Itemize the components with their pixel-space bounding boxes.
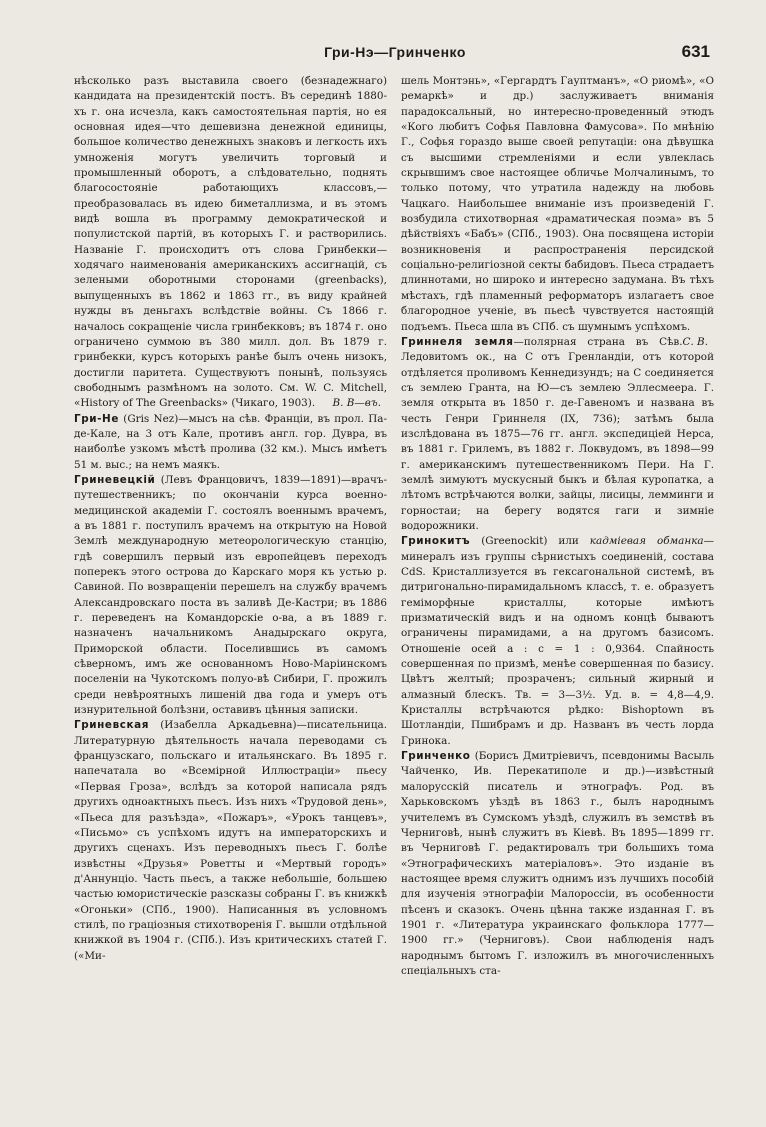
entry-gris-nez [74,412,387,473]
right-column [401,74,714,1110]
entry-headword: Гриневецкій [74,473,156,486]
page-header [80,44,710,70]
entry-text: нѣсколько разъ выставила своего (безнадежнаго) кандидата на президентскій постъ. Въ серединѣ 1880-хъ г. она исчезла, какъ самостоятельная партія, но ея основная идея—что дешевизна денежной единицы, большое количество денежныхъ знаковъ и легкость ихъ умноженія могутъ увеличить торговый и промышленный оборотъ, а слѣдовательно, поднять благосостояніе работающихъ классовъ,—преобразовалась въ идею биметаллизма, и въ этомъ видѣ вошла въ программу демократической и популистской партій, въ которыхъ Г. и растворились. Названіе Г. происходитъ отъ слова Гринбекки—ходячаго наименованія американскихъ ассигнацій, съ зелеными оборотными сторонами (greenbacks), выпущенныхъ въ 1862 и 1863 гг., въ виду крайней нужды въ деньгахъ вслѣдствіе войны. Съ 1866 г. началось сокращеніе числа гринбекковъ; въ 1874 г. оно ограничено суммою въ 380 милл. дол. Въ 1879 г. гринбекки, курсъ которыхъ ранѣе былъ очень низокъ, достигли паритета. Существуютъ понынѣ, пользуясь свободнымъ размѣномъ на золото. См. W. C. Mitchell, «History of The Greenbacks» (Чикаго, 1903). [74,75,387,410]
author-signature: С. В. [682,335,708,348]
entry-grinevetsky [74,473,387,719]
entry-text: (Левъ Францовичъ, 1839—1891)—врачъ-путешественникъ; по окончаніи курса военно-медицинской академіи Г. состоялъ военнымъ врачемъ, а въ 1881 г. поступилъ врачемъ на открытую на Новой Землѣ международную метеорологическую станцію, гдѣ совершилъ первый изъ европейцевъ переходъ поперекъ этого острова до Карскаго моря къ устью р. Савиной. По возвращеніи перешелъ на службу врачемъ Александровскаго поста въ заливѣ Де-Кастри; въ 1886 г. переведенъ на Командорскіе о-ва, а въ 1889 г. назначенъ начальникомъ Анадырскаго округа, Приморской области. Поселившись въ самомъ сѣверномъ, имъ же основанномъ Ново-Маріинскомъ поселеніи на Чукотскомъ полуо-вѣ Сибири, Г. прожилъ среди невѣроятныхъ лишеній два года и умеръ отъ изнурительной болѣзни, оставивъ цѣнныя записки. [74,473,387,717]
entry-text: —минералъ изъ группы сѣрнистыхъ соединеній, состава CdS. Кристаллизуется въ гексагональной системѣ, въ дитригонально-пирамидальномъ классѣ, т. е. образуетъ геміморфные кристаллы, которые имѣютъ призматическій видъ и на одномъ концѣ бываютъ ограничены пирамидами, а на другомъ базисомъ. Отношеніе осей a : c = 1 : 0,9364. Спайность совершенная по призмѣ, менѣе совершенная по базису. Цвѣтъ желтый; прозраченъ; сильный жирный и алмазный блескъ. Тв. = 3—3½. Уд. в. = 4,8—4,9. Кристаллы встрѣчаются рѣдко: Bishoptown въ Шотландіи, Пшибрамъ и др. Названъ въ честь лорда Гринока. [401,535,714,747]
entry-headword: Гри-Не [74,412,119,425]
entry-italic-term: кадміевая обманка [589,535,704,548]
continued-entry-greenbackers [74,74,387,412]
author-signature: В. В—въ. [332,397,381,410]
entry-text: шель Монтэнь», «Гергардтъ Гауптманъ», «О риомѣ», «О ремаркѣ» и др.) заслуживаетъ вниманія парадоксальный, но интересно-проведенный этюдъ «Кого любитъ Софья Павловна Фамусова». По мнѣнію Г., Софья гораздо выше своей репутаціи: она дѣвушка съ высшими стремленіями и если увлеклась скрывшимъ свое настоящее обличье Молчалинымъ, то только потому, что утратила надежду на любовь Чацкаго. Наибольшее вниманіе изъ произведеній Г. возбудила стихотворная «драматическая поэма» въ 5 дѣйствіяхъ «Бабъ» (СПб., 1903). Она посвящена исторіи возникновенія и распространенія персидской соціально-религіозной секты бабидовъ. Пьеса страдаетъ длиннотами, но широко и интересно задумана. Въ тѣхъ мѣстахъ, гдѣ пламенный реформаторъ излагаетъ свое благородное ученіе, въ пьесѣ чувствуется настоящій подъемъ. Пьеса шла въ СПб. съ шумнымъ успѣхомъ. [401,75,714,333]
text-columns [74,74,714,1114]
entry-text: (Greenockit) или [470,535,590,548]
running-head: Гри-Нэ—Гринченко [324,44,466,60]
entry-text: —полярная страна въ Сѣв. Ледовитомъ ок., на С отъ Гренландіи, отъ которой отдѣляется проливомъ Кеннедизундъ; на С соединяется съ землею Гранта, на Ю—съ землею Эллесмеера. Г. земля открыта въ 1850 г. де-Гавеномъ и названа въ честь Генри Гриннеля (IX, 736); затѣмъ была изслѣдована въ 1875—76 гг. англ. экспедиціей Нерса, въ 1881 г. Грилемъ, въ 1882 г. Локвудомъ, въ 1898—99 г. американскимъ путешественникомъ Пери. На Г. землѣ зимуютъ мускусный быкъ и бѣлая куропатка, а лѣтомъ встрѣчаются волки, зайцы, лисицы, лемминги и горностаи; на берегу водятся гаги и зимніе водорожники. [401,335,714,532]
entry-headword: Гринокитъ [401,535,471,548]
entry-grinnell-land [401,335,714,534]
entry-headword: Гриннеля земля [401,335,514,348]
entry-headword: Гриневская [74,719,150,732]
entry-text: (Gris Nez)—мысъ на сѣв. Франціи, въ прол. Па-де-Кале, на 3 отъ Кале, противъ англ. гор. Дувра, въ наиболѣе узкомъ мѣстѣ пролива (32 км.). Мысъ имѣетъ 51 м. выс.; на немъ маякъ. [74,412,387,471]
left-column [74,74,387,1110]
page-number: 631 [681,42,710,61]
entry-text: (Изабелла Аркадьевна)—писательница. Литературную дѣятельность начала переводами съ французскаго, польскаго и итальянскаго. Въ 1895 г. напечатала во «Всемірной Иллюстраціи» пьесу «Первая Гроза», вслѣдъ за которой написала рядъ другихъ одноактныхъ пьесъ. Изъ нихъ «Трудовой день», «Пьеса для разъѣзда», «Пожаръ», «Урокъ танцевъ», «Письмо» съ успѣхомъ идутъ на императорскихъ и другихъ сценахъ. Изъ переводныхъ пьесъ Г. болѣе извѣстны «Друзья» Роветты и «Мертвый городъ» д'Аннунціо. Часть пьесъ, а также небольшіе, большею частью юмористическіе разсказы собраны Г. въ книжкѣ «Огоньки» (СПб., 1900). Написанныя въ условномъ стилѣ, по граціозныя стихотворенія Г. вышли отдѣльной книжкой въ 1904 г. (СПб.). Изъ критическихъ статей Г. («Ми- [74,719,387,962]
entry-grinevskaya [74,718,387,964]
entry-grinchenko [401,749,714,979]
entry-text: (Борисъ Дмитріевичъ, псевдонимы Васыль Чайченко, Ив. Перекатиполе и др.)—извѣстный малорусскій писатель и этнографъ. Род. въ Харьковскомъ уѣздѣ въ 1863 г., былъ народнымъ учителемъ въ Сумскомъ уѣздѣ, служилъ въ земствѣ въ Черниговѣ, нынѣ служитъ въ Кіевѣ. Въ 1895—1899 гг. въ Черниговѣ Г. редактировалъ три большихъ тома «Этнографическихъ матеріаловъ». Это изданіе въ настоящее время служитъ однимъ изъ лучшихъ пособій для изученія этнографіи Малороссіи, въ особенности пѣсенъ и сказокъ. Очень цѣнна также изданная Г. въ 1901 г. «Литература украинскаго фольклора 1777—1900 гг.» (Черниговъ). Свои наблюденія надъ народнымъ бытомъ Г. изложилъ въ многочисленныхъ спеціальныхъ ста- [401,750,714,977]
entry-greenockite [401,534,714,749]
entry-headword: Гринченко [401,750,471,763]
